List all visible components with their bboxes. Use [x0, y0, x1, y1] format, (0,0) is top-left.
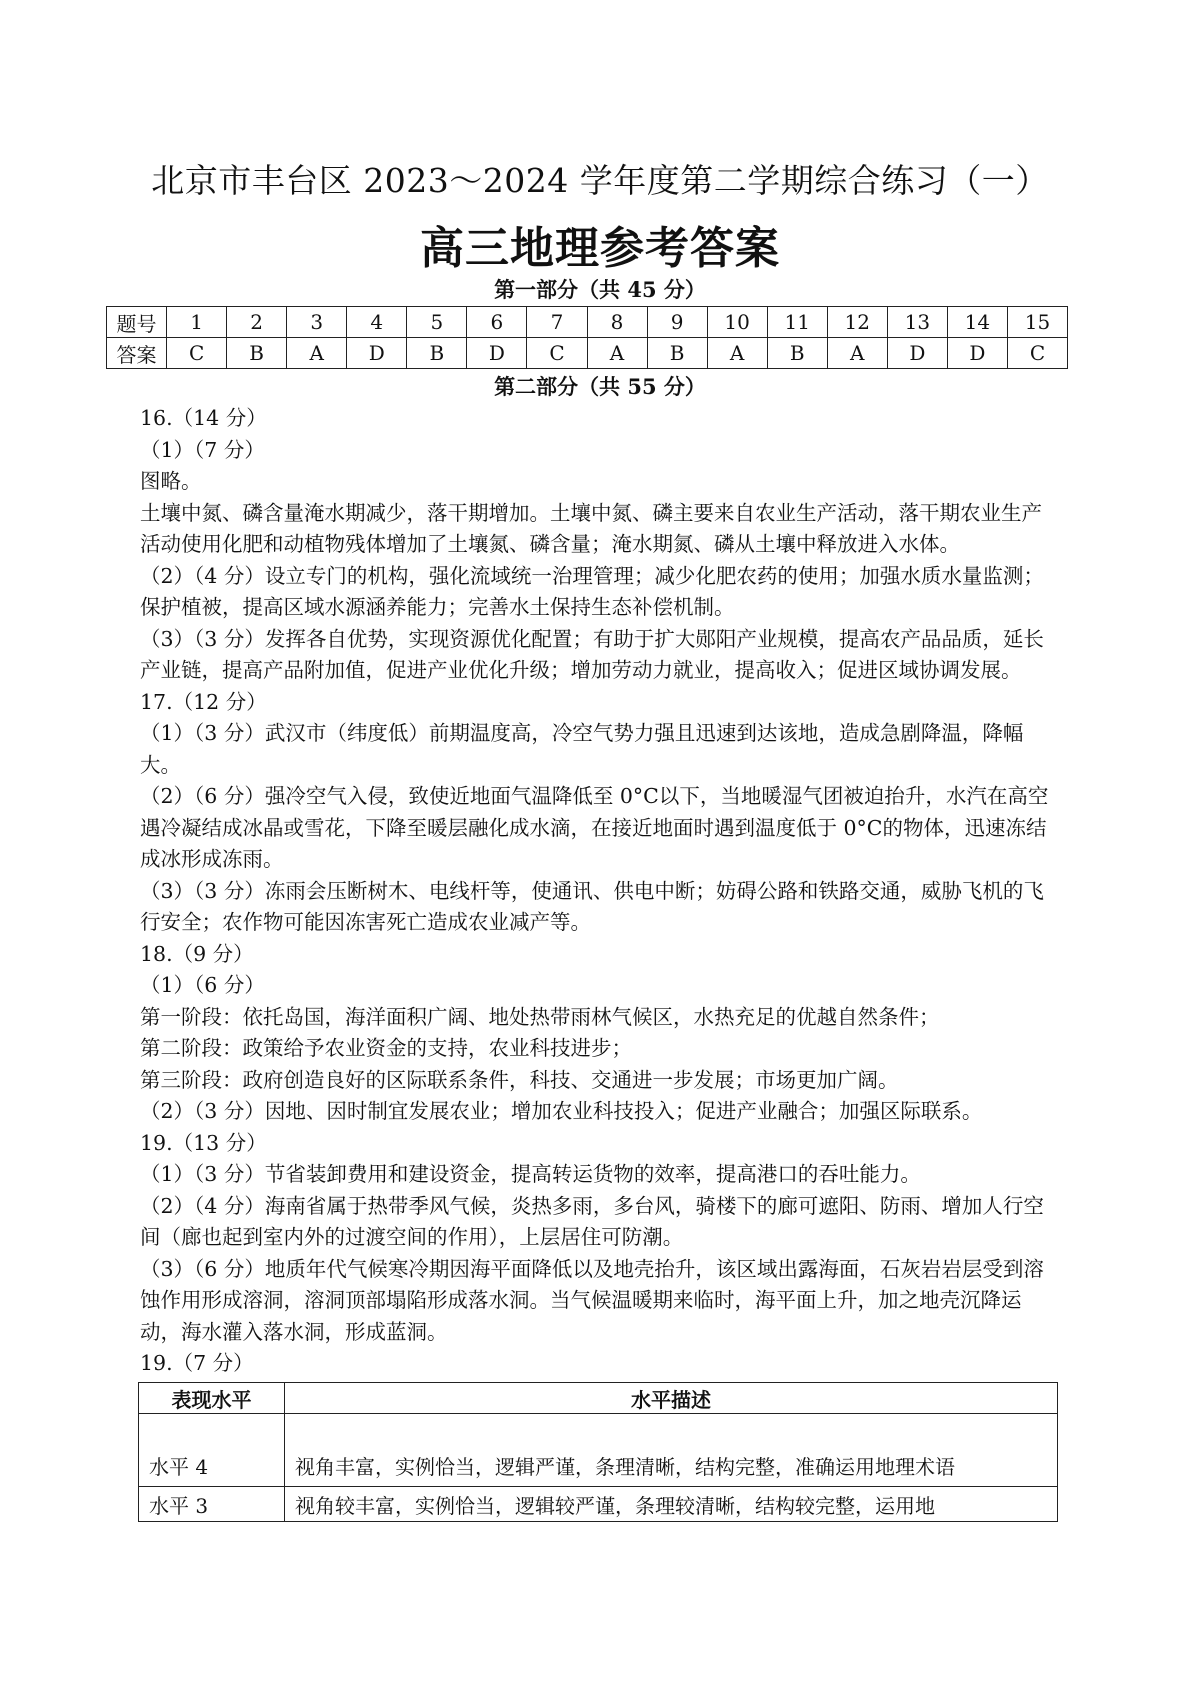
- answer-text: 土壤中氮、磷含量淹水期减少，落干期增加。土壤中氮、磷主要来自农业生产活动，落干期农业生产活动使用化肥和动植物残体增加了土壤氮、磷含量；淹水期氮、磷从土壤中释放进入水体。: [140, 500, 1042, 556]
- answer-cell: B: [647, 338, 707, 369]
- sub-question: （1）（7 分）: [140, 437, 265, 462]
- question-number: 7: [527, 307, 587, 338]
- question-number: 14: [947, 307, 1007, 338]
- question-heading: 19.（13 分）: [140, 1130, 267, 1155]
- question-number: 11: [767, 307, 827, 338]
- question-number: 5: [407, 307, 467, 338]
- sub-question: （1）（6 分）: [140, 973, 265, 997]
- answer-text: （3）（3 分）冻雨会压断树木、电线杆等，使通讯、供电中断；妨碍公路和铁路交通，威胁飞机的飞行安全；农作物可能因冻害死亡造成农业减产等。: [140, 878, 1044, 934]
- answer-text: （2）（4 分）设立专门的机构，强化流域统一治理管理；减少化肥农药的使用；加强水质水量监测；保护植被，提高区域水源涵养能力；完善水土保持生态补偿机制。: [140, 563, 1044, 619]
- question-heading: 17.（12 分）: [140, 689, 267, 714]
- answer-cell: A: [827, 338, 887, 369]
- level-cell: 水平 3: [139, 1487, 285, 1522]
- answer-text: （1）（3 分）武汉市（纬度低）前期温度高，冷空气势力强且迅速到达该地，造成急剧降温，降幅大。: [140, 721, 1024, 777]
- exam-title: 北京市丰台区 2023～2024 学年度第二学期综合练习（一）: [151, 161, 1049, 200]
- answer-text: （2）（6 分）强冷空气入侵，致使近地面气温降低至 0°C以下，当地暖湿气团被迫抬升，水汽在高空遇冷凝结成冰晶或雪花，下降至暖层融化成水滴，在接近地面时遇到温度低于 0°C的物体，迅速冻结成冰形成冻雨。: [140, 784, 1049, 871]
- answer-cell: D: [467, 338, 527, 369]
- question-number: 4: [347, 307, 407, 338]
- answer-cell: B: [407, 338, 467, 369]
- table-row: [139, 1383, 1058, 1414]
- answer-cell: A: [587, 338, 647, 369]
- question-number: 6: [467, 307, 527, 338]
- answer-cell: D: [947, 338, 1007, 369]
- question-number: 9: [647, 307, 707, 338]
- level-header: 表现水平: [139, 1383, 285, 1414]
- question-number: 12: [827, 307, 887, 338]
- answer-cell: D: [887, 338, 947, 369]
- answer-text: （2）（4 分）海南省属于热带季风气候，炎热多雨，多台风，骑楼下的廊可遮阳、防雨、增加人行空间（廊也起到室内外的过渡空间的作用），上层居住可防潮。: [140, 1193, 1044, 1249]
- answer-cell: B: [227, 338, 287, 369]
- row-label-number: 题号: [107, 307, 167, 338]
- question-heading: 19.（7 分）: [140, 1351, 254, 1375]
- question-number: 3: [287, 307, 347, 338]
- description-header: 水平描述: [285, 1383, 1058, 1414]
- answer-text: 第一阶段：依托岛国，海洋面积广阔、地处热带雨林气候区，水热充足的优越自然条件；: [140, 1004, 940, 1029]
- question-number: 8: [587, 307, 647, 338]
- answer-cell: C: [527, 338, 587, 369]
- question-number: 13: [887, 307, 947, 338]
- level-cell: 水平 4: [139, 1414, 285, 1487]
- answer-cell: A: [287, 338, 347, 369]
- question-number: 2: [227, 307, 287, 338]
- answer-cell: C: [167, 338, 227, 369]
- table-row: [107, 338, 1068, 369]
- question-heading: 16.（14 分）: [140, 406, 267, 430]
- part2-heading: 第二部分（共 55 分）: [494, 374, 706, 399]
- question-heading: 18.（9 分）: [140, 941, 254, 966]
- answer-body: [140, 403, 1060, 1380]
- part1-heading: 第一部分（共 45 分）: [494, 277, 706, 302]
- answer-text: 第二阶段：政策给予农业资金的支持，农业科技进步；: [140, 1036, 632, 1060]
- answer-cell: A: [707, 338, 767, 369]
- row-label-answer: 答案: [107, 338, 167, 369]
- question-number: 15: [1007, 307, 1067, 338]
- document-subtitle: 高三地理参考答案: [420, 223, 780, 274]
- answer-text: 图略。: [140, 469, 202, 493]
- answer-cell: B: [767, 338, 827, 369]
- table-row: [107, 307, 1068, 338]
- description-cell: 视角较丰富，实例恰当，逻辑较严谨，条理较清晰，结构较完整，运用地: [285, 1487, 1058, 1522]
- answer-text: 第三阶段：政府创造良好的区际联系条件，科技、交通进一步发展；市场更加广阔。: [140, 1067, 899, 1092]
- answer-text: （3）（6 分）地质年代气候寒冷期因海平面降低以及地壳抬升，该区域出露海面，石灰岩岩层受到溶蚀作用形成溶洞，溶洞顶部塌陷形成落水洞。当气候温暖期来临时，海平面上升，加之地壳沉降运动，海水灌入落水洞，形成蓝洞。: [140, 1256, 1044, 1344]
- answer-table: [106, 306, 1068, 369]
- description-cell: 视角丰富，实例恰当，逻辑严谨，条理清晰，结构完整，准确运用地理术语: [285, 1414, 1058, 1487]
- answer-text: （2）（3 分）因地、因时制宜发展农业；增加农业科技投入；促进产业融合；加强区际联系。: [140, 1099, 983, 1123]
- answer-cell: D: [347, 338, 407, 369]
- table-row: [139, 1487, 1058, 1522]
- question-number: 1: [167, 307, 227, 338]
- question-number: 10: [707, 307, 767, 338]
- answer-cell: C: [1007, 338, 1067, 369]
- answer-text: （3）（3 分）发挥各自优势，实现资源优化配置；有助于扩大郧阳产业规模，提高农产品品质，延长产业链，提高产品附加值，促进产业优化升级；增加劳动力就业，提高收入；促进区域协调发展。: [140, 626, 1044, 682]
- answer-text: （1）（3 分）节省装卸费用和建设资金，提高转运货物的效率，提高港口的吞吐能力。: [140, 1162, 921, 1186]
- table-row: [139, 1414, 1058, 1487]
- level-table: [138, 1382, 1058, 1522]
